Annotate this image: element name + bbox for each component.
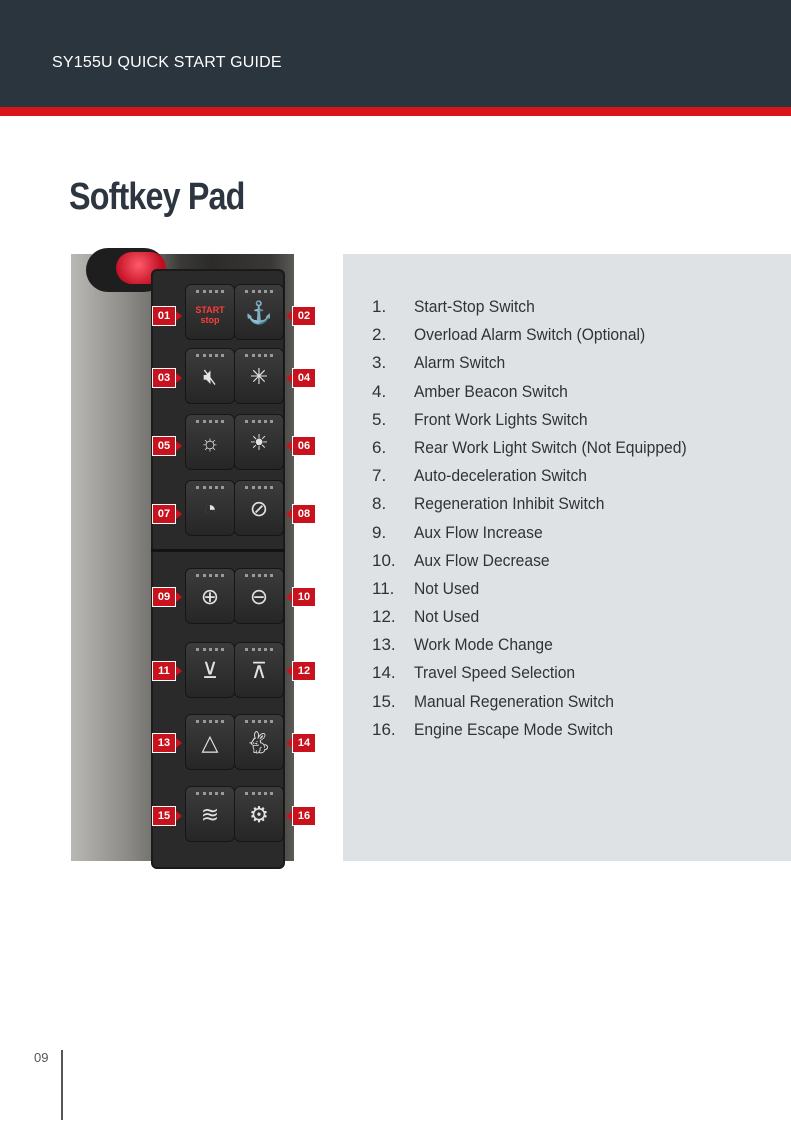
callout-badge: 11	[152, 661, 176, 681]
front-light-icon: ☼	[199, 430, 221, 455]
engine-escape-key	[234, 786, 284, 842]
list-item: 5. Front Work Lights Switch	[372, 409, 588, 429]
guide-title: SY155U QUICK START GUIDE	[52, 54, 282, 71]
list-item: 11. Not Used	[372, 578, 480, 598]
rear-work-light-key	[234, 414, 284, 470]
beacon-icon: ✳	[249, 364, 269, 389]
manual-regen-key	[185, 786, 235, 842]
list-item: 7. Auto-deceleration Switch	[372, 466, 588, 486]
auto-decel-key	[185, 480, 235, 536]
regen-inhibit-icon: ⊘	[249, 496, 269, 521]
list-item: 13. Work Mode Change	[372, 635, 553, 655]
stop-label: stop	[200, 315, 220, 325]
key-12	[234, 642, 284, 698]
list-item: 4. Amber Beacon Switch	[372, 381, 568, 401]
list-item: 12. Not Used	[372, 607, 480, 627]
callout-badge: 08	[292, 504, 316, 524]
switch-legend-list	[372, 293, 710, 744]
flow-decrease-icon: ⊖	[249, 584, 269, 609]
list-item: 2. Overload Alarm Switch (Optional)	[372, 325, 646, 345]
rabbit-icon: 🐇︎	[245, 730, 273, 755]
callout-badge: 16	[292, 806, 316, 826]
start-label: START	[195, 305, 225, 315]
callout-badge: 10	[292, 587, 316, 607]
attachment-plus-icon: ⊻	[201, 658, 219, 683]
callout-badge: 14	[292, 733, 316, 753]
keypad-divider	[151, 549, 285, 552]
front-work-lights-key	[185, 414, 235, 470]
key-11	[185, 642, 235, 698]
rpm-icon: ◔	[203, 496, 217, 521]
list-item: 15. Manual Regeneration Switch	[372, 691, 614, 711]
list-item: 1. Start-Stop Switch	[372, 297, 535, 316]
callout-badge: 02	[292, 306, 316, 326]
header-bar	[0, 0, 791, 107]
list-item: 14. Travel Speed Selection	[372, 663, 576, 683]
work-mode-icon: △	[201, 730, 219, 755]
start-stop-key	[185, 284, 235, 340]
weight-hook-icon: ⚓	[245, 300, 273, 325]
callout-badge: 06	[292, 436, 316, 456]
callout-badge: 03	[152, 368, 176, 388]
callout-badge: 05	[152, 436, 176, 456]
list-item: 3. Alarm Switch	[372, 353, 506, 373]
list-item: 9. Aux Flow Increase	[372, 522, 543, 542]
callout-badge: 01	[152, 306, 176, 326]
callout-badge: 09	[152, 587, 176, 607]
page-number-rule	[61, 1050, 63, 1120]
attachment-minus-icon: ⊼	[250, 658, 268, 683]
speaker-mute-icon: 🔇︎	[203, 364, 217, 389]
list-item: 8. Regeneration Inhibit Switch	[372, 494, 605, 514]
list-item: 6. Rear Work Light Switch (Not Equipped)	[372, 437, 687, 457]
regen-icon: ≋	[200, 802, 220, 827]
callout-badge: 04	[292, 368, 316, 388]
list-item: 16. Engine Escape Mode Switch	[372, 719, 614, 739]
alarm-key	[185, 348, 235, 404]
aux-flow-increase-key	[185, 568, 235, 624]
aux-flow-decrease-key	[234, 568, 284, 624]
travel-speed-key	[234, 714, 284, 770]
list-item: 10. Aux Flow Decrease	[372, 550, 550, 570]
amber-beacon-key	[234, 348, 284, 404]
callout-badge: 12	[292, 661, 316, 681]
callout-badge: 15	[152, 806, 176, 826]
overload-alarm-key	[234, 284, 284, 340]
callout-badge: 13	[152, 733, 176, 753]
callout-badge: 07	[152, 504, 176, 524]
page-number: 09	[34, 1050, 49, 1065]
engine-icon: ⚙	[249, 802, 269, 827]
page-title: Softkey Pad	[69, 176, 245, 218]
softkey-pad-photo	[71, 254, 311, 861]
flow-increase-icon: ⊕	[200, 584, 220, 609]
header-red-stripe	[0, 107, 791, 116]
regen-inhibit-key	[234, 480, 284, 536]
rear-light-icon: ☀	[249, 430, 269, 455]
work-mode-key	[185, 714, 235, 770]
